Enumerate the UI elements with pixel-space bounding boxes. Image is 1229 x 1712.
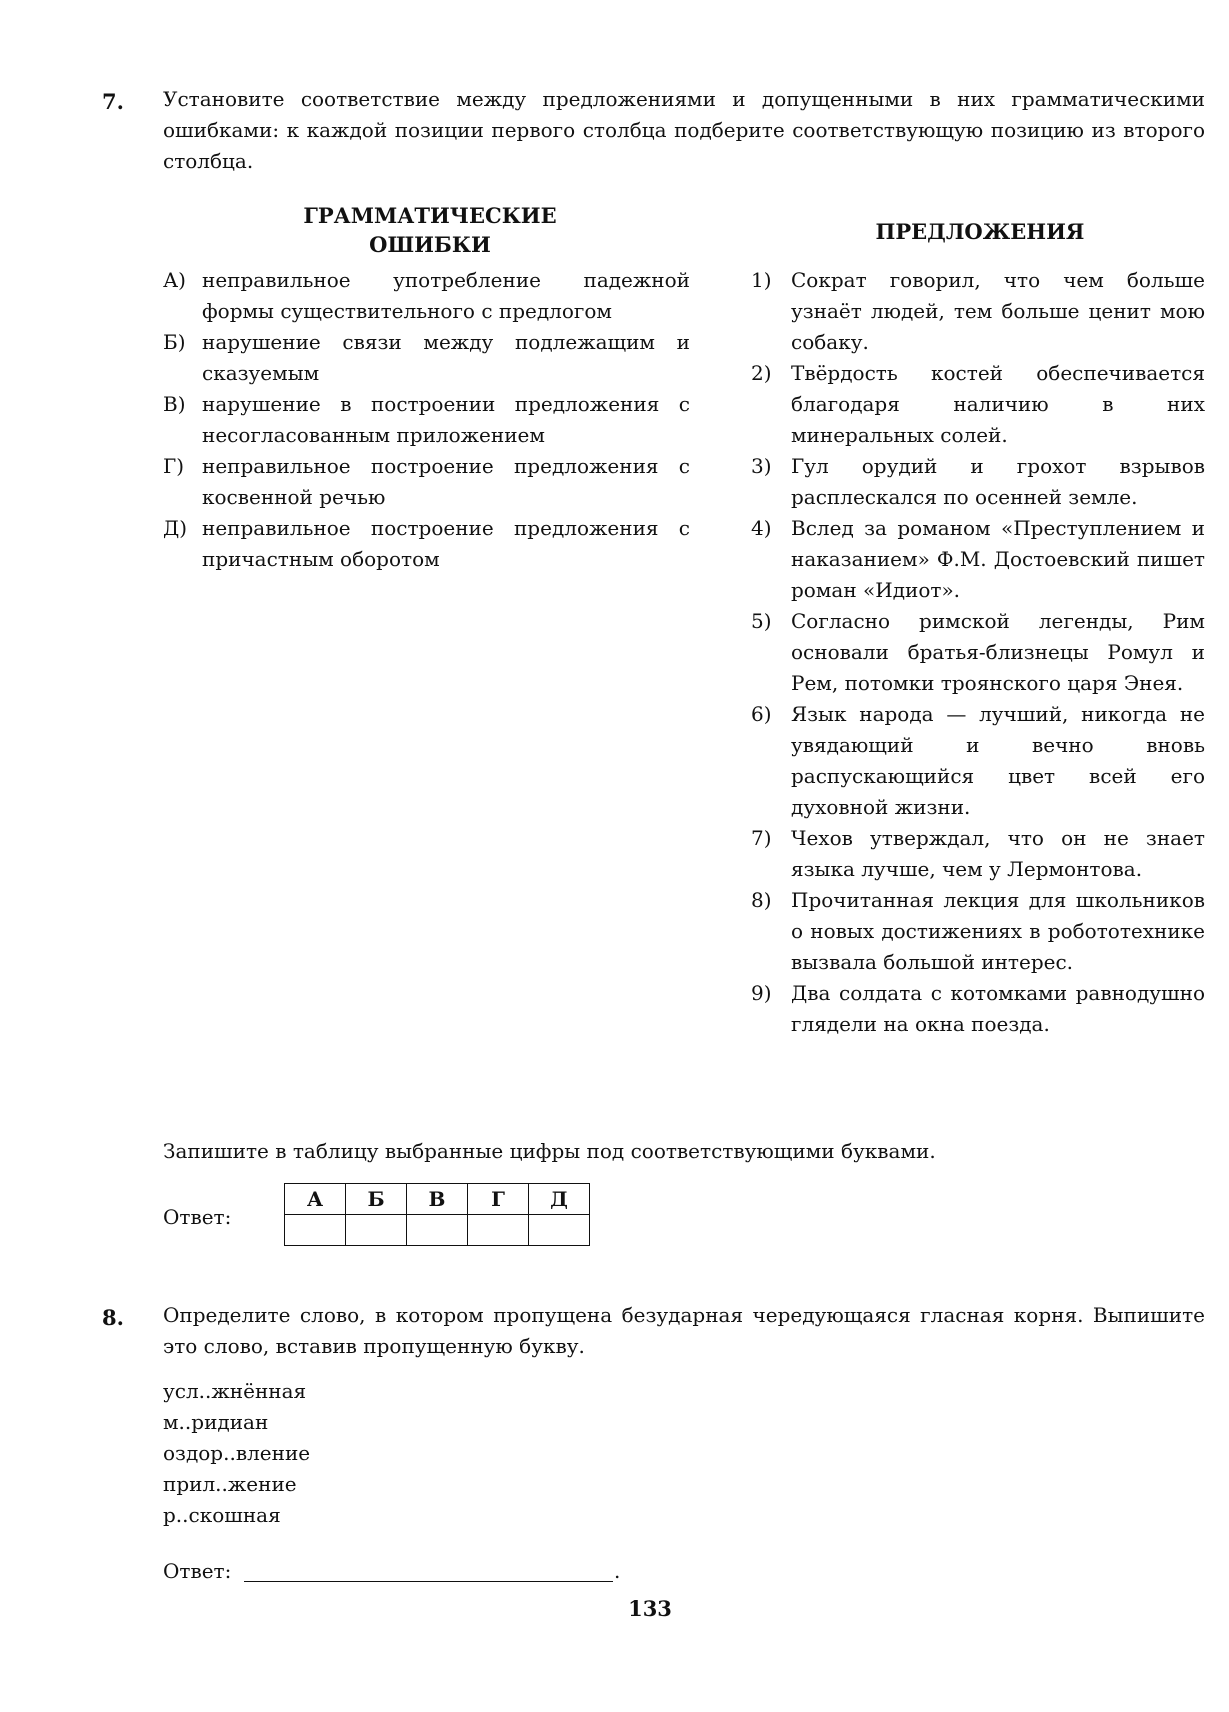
sentence-item-text: Язык народа — лучший, никогда не увядающий и вечно вновь распускающийся цвет всей его духовной жизни. [791, 702, 1205, 819]
page-number: 133 [628, 1596, 672, 1621]
answer-table-input-row [285, 1215, 590, 1246]
error-item-text: неправильное употребление падежной формы существительного с предлогом [202, 268, 690, 323]
sentence-item-mark: 2) [751, 361, 772, 385]
error-item-mark: Б) [163, 330, 186, 354]
answer-header-cell: Б [346, 1184, 407, 1215]
sentence-item [751, 513, 1205, 606]
sentence-item [751, 451, 1205, 513]
error-item-mark: А) [163, 268, 186, 292]
sentence-item-text: Чехов утверждал, что он не знает языка лучше, чем у Лермонтова. [791, 826, 1205, 881]
sentence-item [751, 606, 1205, 699]
error-item-text: неправильное построение предложения с причастным оборотом [202, 516, 690, 571]
q7-answer-label: Ответ: [163, 1205, 232, 1229]
answer-header-cell: Д [529, 1184, 590, 1215]
sentence-item-mark: 3) [751, 454, 772, 478]
answer-input-cell[interactable] [285, 1215, 346, 1246]
error-item-text: нарушение связи между подлежащим и сказуемым [202, 330, 690, 385]
word-list [163, 1376, 310, 1531]
sentence-item-text: Согласно римской легенды, Рим основали братья-близнецы Ромул и Рем, потомки троянского царя Энея. [791, 609, 1205, 695]
answer-header-cell: Г [468, 1184, 529, 1215]
answer-table-header-row [285, 1184, 590, 1215]
answer-input-cell[interactable] [346, 1215, 407, 1246]
sentences-column-heading: ПРЕДЛОЖЕНИЯ [875, 219, 1085, 244]
q8-answer-period: . [614, 1559, 621, 1583]
error-item [163, 513, 690, 575]
question-7-number: 7. [102, 89, 124, 114]
answer-header-cell: А [285, 1184, 346, 1215]
sentence-item [751, 358, 1205, 451]
answer-input-cell[interactable] [529, 1215, 590, 1246]
sentence-item [751, 699, 1205, 823]
sentence-item [751, 823, 1205, 885]
sentence-item-text: Гул орудий и грохот взрывов расплескался по осенней земле. [791, 454, 1205, 509]
question-8-number: 8. [102, 1305, 124, 1330]
sentence-item-mark: 1) [751, 268, 772, 292]
sentence-item-mark: 8) [751, 888, 772, 912]
question-7-instruction: Установите соответствие между предложениями и допущенными в них грамматическими ошибками: к каждой позиции первого столбца подберите соответствующую позицию из второго столбца. [163, 87, 1205, 173]
errors-heading-line1: ГРАММАТИЧЕСКИЕ [303, 203, 557, 228]
q8-answer-label: Ответ: [163, 1559, 232, 1583]
error-item [163, 389, 690, 451]
sentence-item-text: Вслед за романом «Преступлением и наказанием» Ф.М. Достоевский пишет роман «Идиот». [791, 516, 1205, 602]
errors-heading-line2: ОШИБКИ [369, 232, 491, 257]
answer-input-cell[interactable] [407, 1215, 468, 1246]
error-item-text: нарушение в построении предложения с несогласованным приложением [202, 392, 690, 447]
sentence-item-text: Прочитанная лекция для школьников о новых достижениях в робототехнике вызвала большой интерес. [791, 888, 1205, 974]
sentence-item-mark: 9) [751, 981, 772, 1005]
sentence-item [751, 885, 1205, 978]
word-option: усл..жнённая [163, 1379, 307, 1403]
error-item-text: неправильное построение предложения с косвенной речью [202, 454, 690, 509]
sentence-item-mark: 4) [751, 516, 772, 540]
error-item [163, 265, 690, 327]
error-item-mark: В) [163, 392, 186, 416]
word-option: м..ридиан [163, 1410, 269, 1434]
errors-column-heading [290, 201, 570, 259]
answer-table [284, 1183, 590, 1246]
error-item [163, 451, 690, 513]
question-8-instruction: Определите слово, в котором пропущена безударная чередующаяся гласная корня. Выпишите это слово, вставив пропущенную букву. [163, 1303, 1205, 1358]
word-option: прил..жение [163, 1472, 297, 1496]
errors-list [163, 265, 690, 575]
error-item-mark: Г) [163, 454, 185, 478]
q8-answer-line[interactable] [244, 1581, 613, 1582]
sentence-item-text: Сократ говорил, что чем больше узнаёт людей, тем больше ценит мою собаку. [791, 268, 1205, 354]
sentence-item-mark: 7) [751, 826, 772, 850]
error-item [163, 327, 690, 389]
answer-input-cell[interactable] [468, 1215, 529, 1246]
sentence-item-mark: 5) [751, 609, 772, 633]
table-instruction: Запишите в таблицу выбранные цифры под соответствующими буквами. [163, 1139, 936, 1163]
answer-header-cell: В [407, 1184, 468, 1215]
sentence-item [751, 265, 1205, 358]
word-option: р..скошная [163, 1503, 281, 1527]
sentence-item-text: Твёрдость костей обеспечивается благодаря наличию в них минеральных солей. [791, 361, 1205, 447]
sentence-item [751, 978, 1205, 1040]
sentence-item-text: Два солдата с котомками равнодушно глядели на окна поезда. [791, 981, 1205, 1036]
sentence-item-mark: 6) [751, 702, 772, 726]
error-item-mark: Д) [163, 516, 188, 540]
sentences-list [751, 265, 1205, 1040]
word-option: оздор..вление [163, 1441, 311, 1465]
